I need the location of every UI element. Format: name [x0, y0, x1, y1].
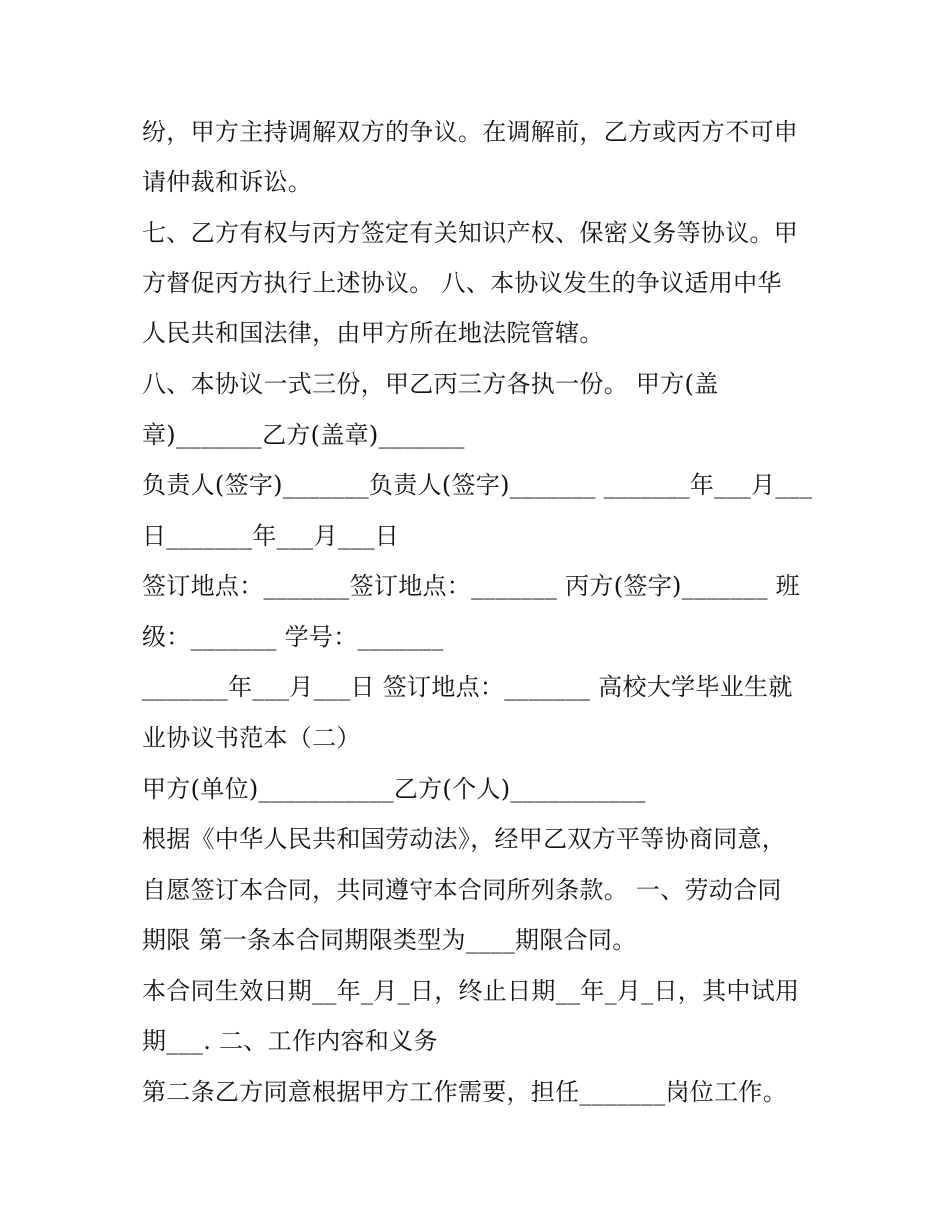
- text-line: 负责人(签字)_______负责人(签字)_______ _______年___月___: [142, 471, 813, 499]
- text-line: 根据《中华人民共和国劳动法》，经甲乙双方平等协商同意，: [142, 825, 787, 853]
- text-line: 期限 第一条本合同期限类型为____期限合同。: [142, 926, 637, 954]
- document-subtitle: 业协议书范本（二）: [142, 724, 361, 752]
- text-line: 级：_______ 学号：_______: [142, 623, 444, 651]
- text-line: 请仲裁和诉讼。: [142, 168, 313, 196]
- text-line: 章)_______乙方(盖章)_______: [142, 421, 465, 449]
- text-line: _______年___月___日 签订地点：_______ 高校大学毕业生就: [142, 673, 793, 701]
- text-line: 七、乙方有权与丙方签定有关知识产权、保密义务等协议。甲: [142, 219, 799, 247]
- text-line: 甲方(单位)___________乙方(个人)___________: [142, 775, 646, 803]
- text-line: 八、本协议一式三份，甲乙丙三方各执一份。 甲方(盖: [142, 370, 719, 398]
- text-line: 第二条乙方同意根据甲方工作需要，担任_______岗位工作。: [142, 1078, 787, 1106]
- text-line: 签订地点：_______签订地点：_______ 丙方(签字)_______ 班: [142, 572, 800, 600]
- text-line: 本合同生效日期__年_月_日，终止日期__年_月_日，其中试用: [142, 977, 800, 1005]
- text-line: 人民共和国法律，由甲方所在地法院管辖。: [142, 319, 604, 347]
- text-line: 自愿签订本合同，共同遵守本合同所列条款。 一、劳动合同: [142, 876, 782, 904]
- text-line: 期___. 二、工作内容和义务: [142, 1027, 438, 1055]
- text-line: 纷，甲方主持调解双方的争议。在调解前，乙方或丙方不可申: [142, 118, 799, 146]
- text-line: 方督促丙方执行上述协议。 八、本协议发生的争议适用中华: [142, 269, 782, 297]
- text-line: 日_______年___月___日: [142, 522, 400, 550]
